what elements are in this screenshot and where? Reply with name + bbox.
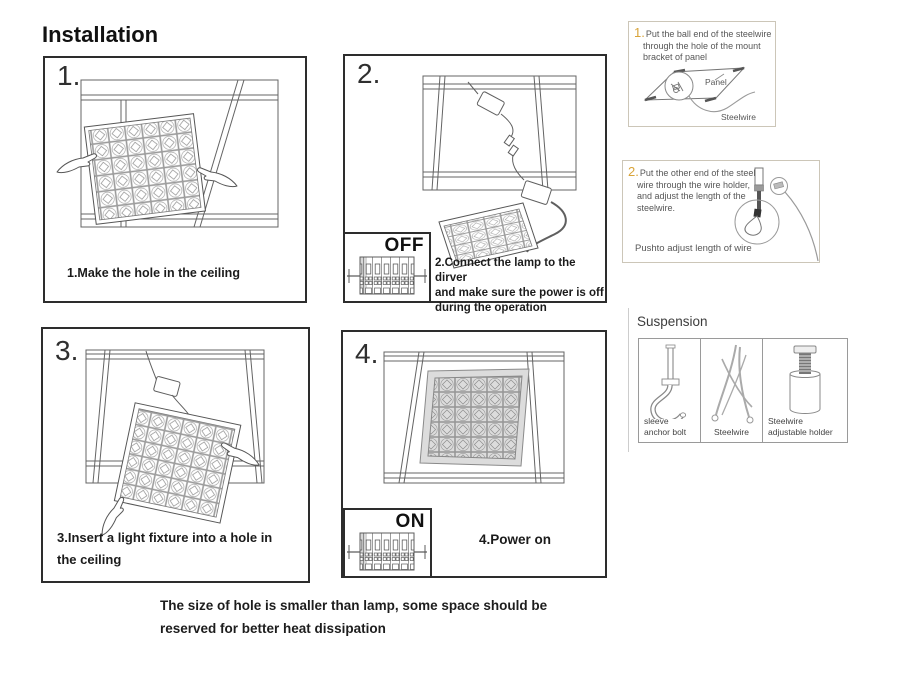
power-off-inset <box>343 232 431 303</box>
power-on-inset <box>343 508 432 578</box>
page-divider-line <box>628 308 629 452</box>
suspension-table <box>638 338 848 443</box>
suspension-cell-adjustable-holder <box>763 339 847 442</box>
wire-step-1-number: 1. <box>634 25 645 40</box>
sleeve-anchor-bolt-icon <box>642 343 698 419</box>
ceiling-grid <box>423 76 576 190</box>
wire-holder-drawing <box>729 162 821 263</box>
steelwire-adjustable-holder-icon <box>777 343 833 419</box>
installed-led-panel-drawing <box>420 369 529 466</box>
suspension-cell-steelwire <box>701 339 763 442</box>
wire-step-1-text: 1.Put the ball end of the steelwire <box>634 25 772 40</box>
push-adjust-note: Pushto adjust length of wire <box>635 243 752 254</box>
circuit-breaker-icon <box>346 526 428 576</box>
step-1-caption: 1.Make the hole in the ceiling <box>67 266 240 280</box>
step-4-number: 4. <box>355 338 379 369</box>
step-1-illustration <box>45 58 305 301</box>
step-2-caption: 2.Connect the lamp to the dirver and make sure the power is off during the operation <box>435 257 604 314</box>
wire-step-2-number: 2. <box>628 164 639 179</box>
step-panel-3 <box>41 327 310 583</box>
power-state-label: OFF <box>384 235 424 256</box>
step-3-number: 3. <box>55 335 79 366</box>
step-1-number: 1. <box>57 60 81 91</box>
led-panel-drawing <box>84 114 205 225</box>
footnote: The size of hole is smaller than lamp, some space should be reserved for better heat dissipation <box>160 598 548 636</box>
wire-step-2-text: 2.Put the other end of the steel <box>628 164 756 179</box>
step-panel-1 <box>43 56 307 303</box>
wire-step-2-box: 2.Put the other end of the steel wire through the wire holder, and adjust the length of the steelwire. Pushto adjust length of wire <box>622 160 820 263</box>
circuit-breaker-icon <box>346 250 428 300</box>
steelwire-label: Steelwire <box>721 112 756 122</box>
step-4-caption: 4.Power on <box>479 532 552 547</box>
power-state-label: ON <box>395 511 425 532</box>
page-title: Installation <box>42 22 159 47</box>
step-2-number: 2. <box>357 58 381 89</box>
panel-label: Panel <box>705 77 727 87</box>
step-panel-4 <box>341 330 607 578</box>
step-panel-2 <box>343 54 607 314</box>
driver-and-cable-drawing <box>146 351 189 415</box>
wire-step-1-box: 1.Put the ball end of the steelwire through the hole of the mount bracket of panel Panel Steelwire <box>628 21 776 127</box>
suspension-cell-anchor-bolt <box>639 339 701 442</box>
suspension-item-label: Steelwire adjustable holder <box>768 416 833 437</box>
step-3-caption: 3.Insert a light fixture into a hole in the ceiling <box>57 530 273 567</box>
suspension-title: Suspension <box>637 314 708 329</box>
steelwire-icon <box>704 343 760 425</box>
suspension-item-label: Steelwire <box>714 427 749 437</box>
suspension-item-label: sleeve anchor bolt <box>644 416 687 437</box>
led-panel-drawing <box>114 403 240 523</box>
